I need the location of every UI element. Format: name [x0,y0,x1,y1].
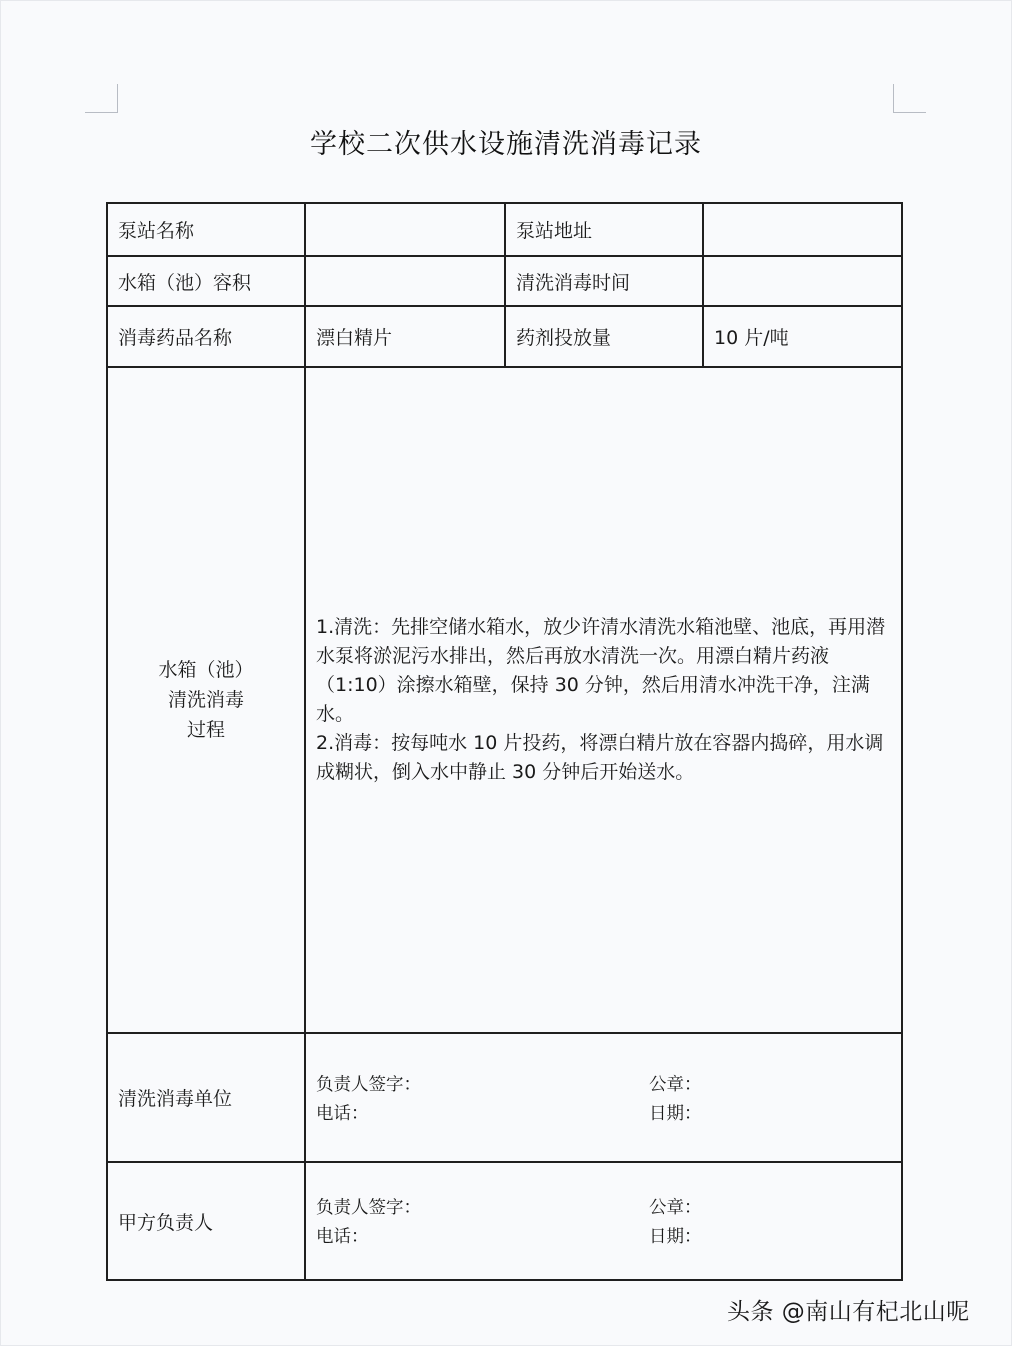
label-process-line: 清洗消毒 [167,689,244,711]
label-cleaning-unit: 清洗消毒单位 [107,1033,305,1162]
signature-block-party-a [305,1162,902,1280]
label-process-line: 过程 [186,719,225,741]
label-pump-station-name: 泵站名称 [107,203,305,256]
label-disinfectant-name: 消毒药品名称 [107,306,305,367]
table-row-cleaning-unit [107,1033,902,1162]
crop-mark-top-left [85,84,118,113]
signer-field[interactable]: 负责人签字： [316,1074,421,1095]
table-row-pump-station [107,203,902,256]
label-tank-volume: 水箱（池）容积 [107,256,305,306]
seal-field[interactable]: 公章： [649,1198,702,1218]
label-pump-station-address: 泵站地址 [505,203,703,256]
process-step-disinfection: 2.消毒：按每吨水 10 片投药，将漂白精片放在容器内捣碎，用水调成糊状，倒入水中静止 30 分钟后开始送水。 [316,732,884,783]
crop-mark-top-right [893,84,926,113]
record-table [106,202,903,1281]
seal-field[interactable]: 公章： [649,1074,702,1095]
label-dosage: 药剂投放量 [505,306,703,367]
signature-block-cleaning-unit [305,1033,902,1162]
date-field[interactable]: 日期： [649,1103,702,1124]
label-process-line: 水箱（池） [158,659,254,681]
field-tank-volume[interactable] [305,256,505,306]
field-dosage[interactable]: 10 片/吨 [703,306,902,367]
phone-field[interactable]: 电话： [316,1227,369,1247]
table-row-tank-volume [107,256,902,306]
table-row-disinfectant [107,306,902,367]
process-step-cleaning: 1.清洗：先排空储水箱水，放少许清水清洗水箱池壁、池底，再用潜水泵将淤泥污水排出，然后再放水清洗一次。用漂白精片药液（1:10）涂擦水箱壁，保持 30 分钟，然后用清水冲洗干净，注满水。 [316,616,886,725]
date-field[interactable]: 日期： [649,1227,702,1247]
document-title: 学校二次供水设施清洗消毒记录 [310,129,702,160]
table-row-process [107,367,902,1033]
label-party-a: 甲方负责人 [107,1162,305,1280]
table-row-party-a [107,1162,902,1280]
label-disinfection-time: 清洗消毒时间 [505,256,703,306]
process-description [305,367,902,1033]
field-pump-station-address[interactable] [703,203,902,256]
field-disinfectant-name[interactable]: 漂白精片 [305,306,505,367]
field-pump-station-name[interactable] [305,203,505,256]
label-process [107,367,305,1033]
signer-field[interactable]: 负责人签字： [316,1198,421,1218]
field-disinfection-time[interactable] [703,256,902,306]
watermark: 头条 @南山有杞北山呢 [727,1299,970,1325]
phone-field[interactable]: 电话： [316,1103,369,1124]
